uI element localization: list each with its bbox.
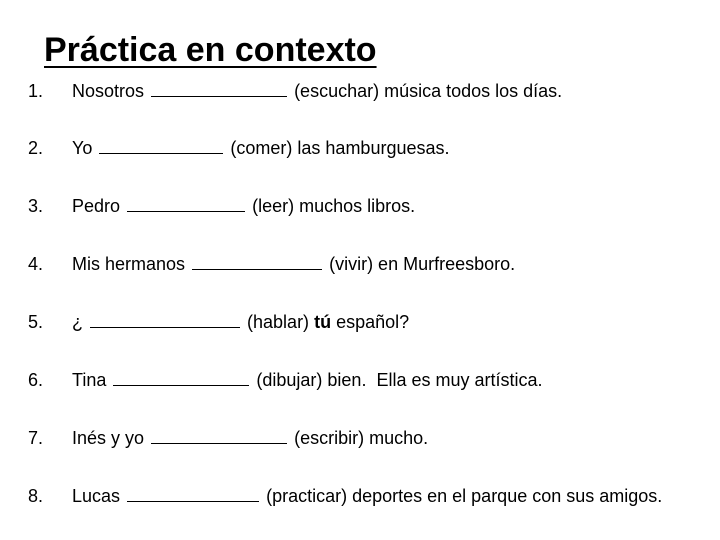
item-subject: Yo	[72, 138, 93, 158]
page-title: Práctica en contexto	[44, 31, 377, 69]
item-prompt: (escuchar) música todos los días.	[294, 81, 563, 101]
item-subject: ¿	[72, 312, 83, 332]
answer-blank[interactable]	[127, 196, 245, 212]
item-text	[72, 483, 682, 510]
item-number: 6.	[28, 370, 44, 390]
item-subject: Inés y yo	[72, 428, 145, 448]
item-prompt-end: español?	[336, 312, 410, 332]
item-text	[72, 78, 682, 105]
item-subject: Nosotros	[72, 81, 145, 101]
answer-blank[interactable]	[90, 312, 240, 328]
item-number: 3.	[28, 196, 44, 216]
item-text	[72, 251, 682, 278]
item-prompt: (hablar)	[247, 312, 310, 332]
item-number: 1.	[28, 81, 44, 101]
item-number: 8.	[28, 486, 44, 506]
item-text	[72, 425, 682, 452]
item-subject: Lucas	[72, 486, 121, 506]
item-subject: Pedro	[72, 196, 121, 216]
answer-blank[interactable]	[151, 428, 287, 444]
item-prompt: (leer) muchos libros.	[252, 196, 416, 216]
item-prompt: (vivir) en Murfreesboro.	[329, 254, 516, 274]
item-number: 2.	[28, 138, 44, 158]
item-text	[72, 135, 682, 162]
item-subject: Tina	[72, 370, 107, 390]
item-prompt: (dibujar) bien. Ella es muy artística.	[256, 370, 543, 390]
item-prompt: (escribir) mucho.	[294, 428, 429, 448]
answer-blank[interactable]	[192, 254, 322, 270]
item-subject: Mis hermanos	[72, 254, 186, 274]
item-number: 5.	[28, 312, 44, 332]
answer-blank[interactable]	[99, 138, 223, 154]
item-prompt: (practicar) deportes en el parque con sus amigos.	[266, 486, 663, 506]
item-prompt: (comer) las hamburguesas.	[230, 138, 450, 158]
item-text	[72, 367, 682, 394]
answer-blank[interactable]	[113, 370, 249, 386]
answer-blank[interactable]	[151, 81, 287, 97]
answer-blank[interactable]	[127, 486, 259, 502]
item-text	[72, 193, 682, 220]
item-prompt-bold: tú	[314, 312, 332, 332]
item-number: 7.	[28, 428, 44, 448]
item-text	[72, 309, 682, 336]
item-number: 4.	[28, 254, 44, 274]
